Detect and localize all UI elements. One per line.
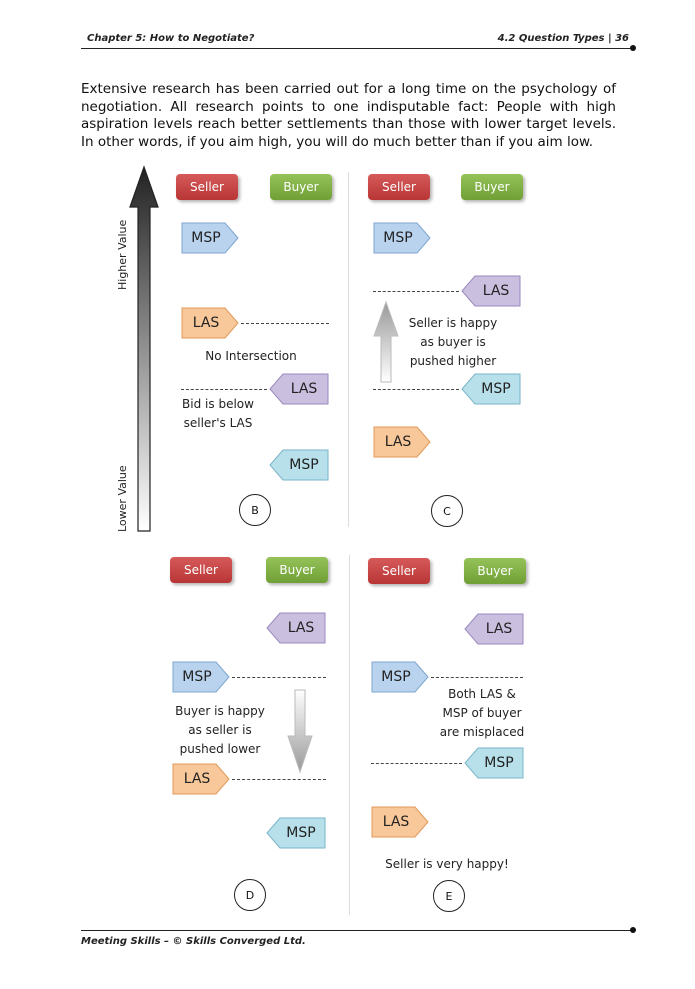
no-intersection-note: No Intersection: [205, 349, 297, 363]
seller-las-line: [232, 779, 326, 780]
seller-label: Seller: [368, 558, 430, 584]
buyer-label: Buyer: [270, 174, 332, 200]
down-arrow: [286, 688, 314, 774]
separator-top: [348, 172, 349, 527]
buyer-msp-label: MSP: [286, 825, 316, 841]
seller-las-label: LAS: [192, 315, 220, 331]
misplaced-note: Both LAS & MSP of buyer are misplaced: [439, 687, 525, 739]
chapter-header: Chapter 5: How to Negotiate?: [87, 33, 255, 44]
buyer-las-label: LAS: [482, 283, 510, 299]
bid-below-note: Bid is below seller's LAS: [182, 397, 254, 430]
buyer-label: Buyer: [464, 558, 526, 584]
body-paragraph: Extensive research has been carried out for a long time on the psychology of negotiation. All research points to one indisputable fact: People with high aspiration levels reach better settlements than those with lower target levels. In other words, if you aim high, you will do much better than if you aim low.: [81, 81, 616, 150]
panel-b-badge: B: [239, 494, 271, 526]
footer-rule-dot: [630, 927, 636, 933]
panel-d-badge: D: [234, 879, 266, 911]
footer-rule: [81, 930, 633, 931]
buyer-msp-label: MSP: [481, 381, 511, 397]
lower-value-label: Lower Value: [116, 465, 129, 532]
buyer-msp-line: [371, 763, 462, 764]
buyer-happy-note: Buyer is happy as seller is pushed lower: [175, 704, 265, 756]
seller-las-label: LAS: [183, 771, 211, 787]
seller-msp-label: MSP: [381, 669, 411, 685]
buyer-msp-label: MSP: [484, 755, 514, 771]
seller-happy-note: Seller is happy as buyer is pushed higher: [408, 316, 498, 368]
buyer-las-line: [373, 291, 459, 292]
seller-msp-line: [431, 677, 523, 678]
up-arrow: [372, 300, 400, 384]
seller-msp-label: MSP: [191, 230, 221, 246]
panel-e-badge: E: [433, 880, 465, 912]
seller-las-label: LAS: [382, 814, 410, 830]
buyer-las-line: [181, 389, 267, 390]
buyer-msp-line: [373, 389, 459, 390]
header-rule-dot: [630, 45, 636, 51]
panel-c-badge: C: [431, 495, 463, 527]
section-header: 4.2 Question Types | 36: [497, 33, 629, 44]
seller-label: Seller: [170, 557, 232, 583]
buyer-las-label: LAS: [287, 620, 315, 636]
seller-label: Seller: [368, 174, 430, 200]
header-rule: [81, 48, 633, 49]
value-axis-arrow: [128, 165, 160, 535]
buyer-label: Buyer: [461, 174, 523, 200]
buyer-las-label: LAS: [290, 381, 318, 397]
seller-label: Seller: [176, 174, 238, 200]
seller-msp-label: MSP: [383, 230, 413, 246]
buyer-label: Buyer: [266, 557, 328, 583]
buyer-las-label: LAS: [485, 621, 513, 637]
footer-text: Meeting Skills – © Skills Converged Ltd.: [81, 936, 306, 947]
separator-bottom: [349, 555, 350, 915]
seller-las-label: LAS: [384, 434, 412, 450]
seller-msp-label: MSP: [182, 669, 212, 685]
seller-very-happy-note: Seller is very happy!: [385, 857, 509, 871]
seller-las-line: [241, 323, 329, 324]
higher-value-label: Higher Value: [116, 219, 129, 290]
buyer-msp-label: MSP: [289, 457, 319, 473]
seller-msp-line: [232, 677, 326, 678]
